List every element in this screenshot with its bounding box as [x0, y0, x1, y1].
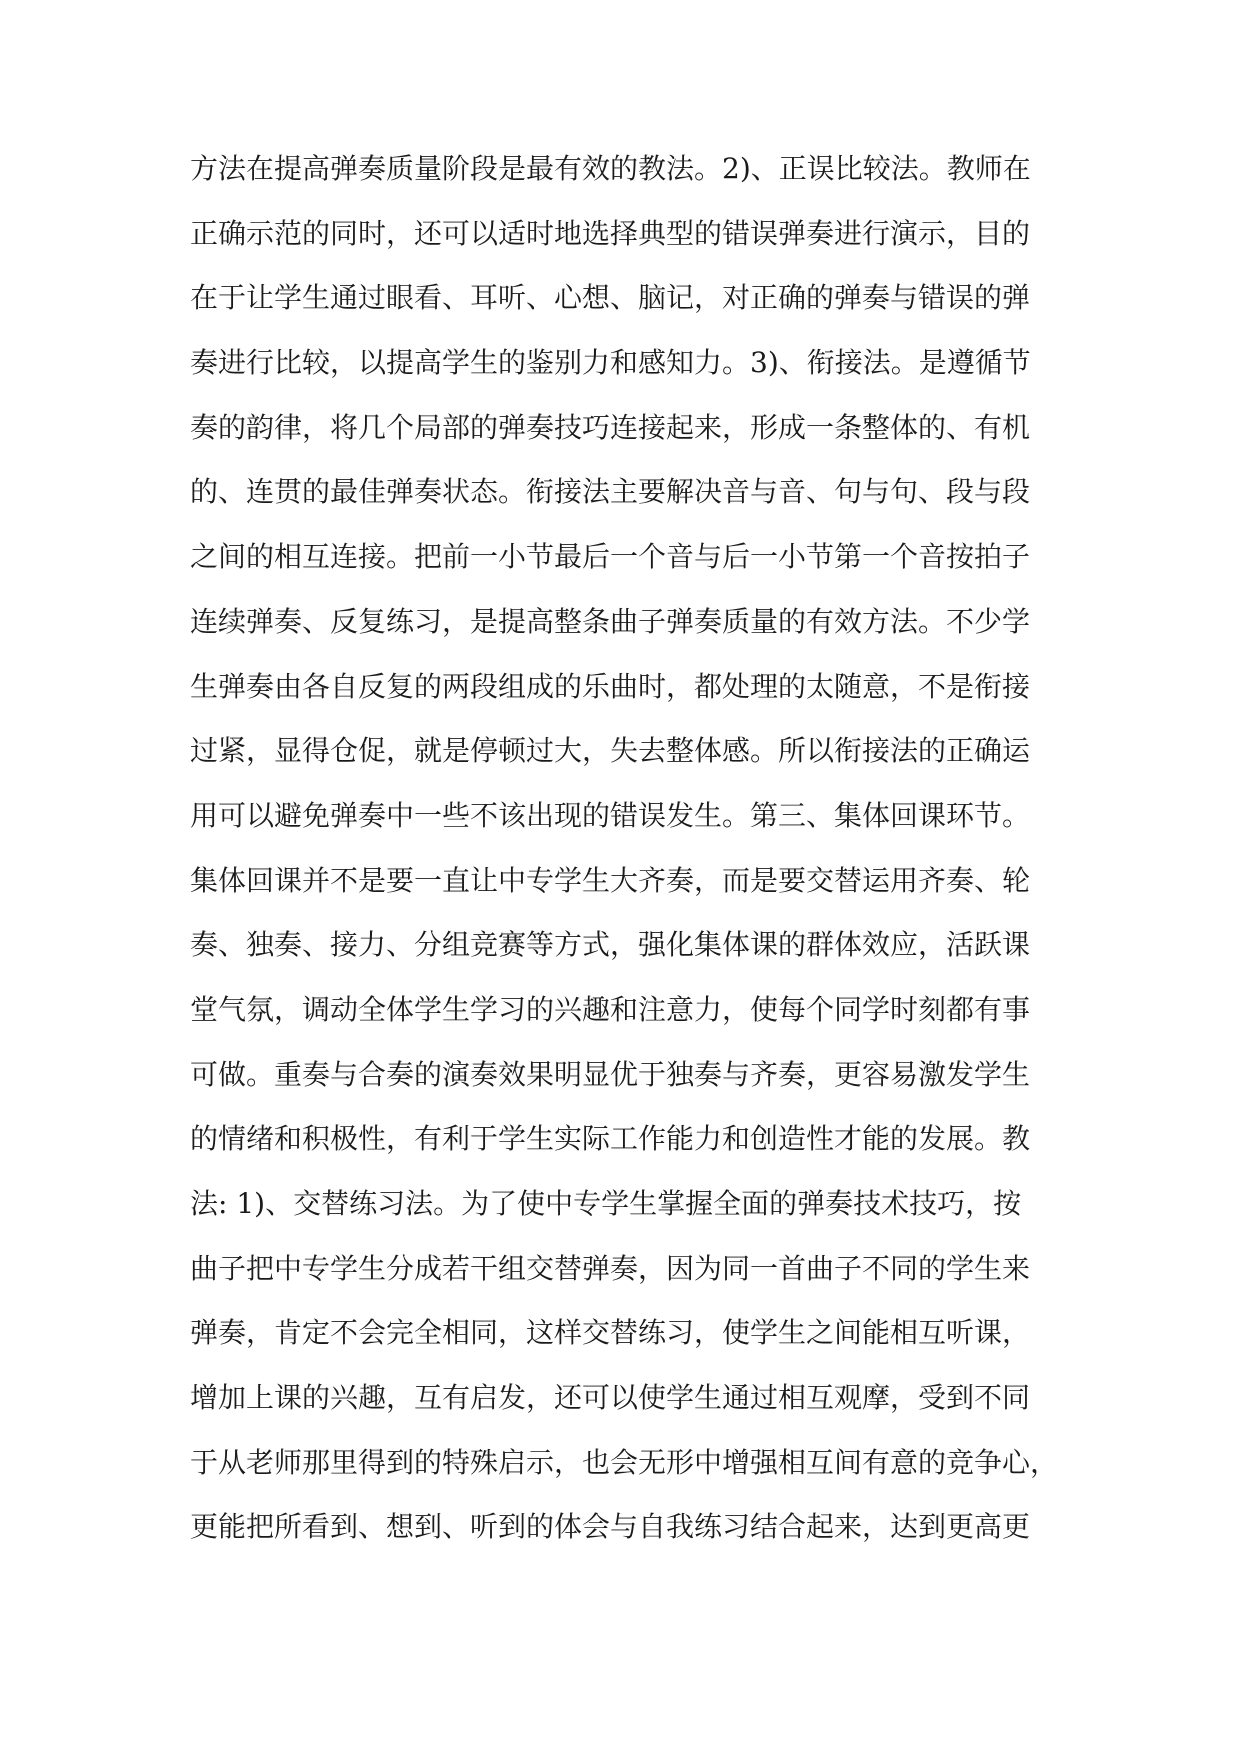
- text-line: 弹奏，肯定不会完全相同，这样交替练习，使学生之间能相互听课，: [190, 1316, 1031, 1350]
- text-line: 曲子把中专学生分成若干组交替弹奏，因为同一首曲子不同的学生来: [190, 1251, 1031, 1285]
- text-line: 增加上课的兴趣，互有启发，还可以使学生通过相互观摩，受到不同: [190, 1381, 1031, 1415]
- text-line: 于从老师那里得到的特殊启示，也会无形中增强相互间有意的竞争心，: [190, 1445, 1059, 1479]
- text-line: 生弹奏由各自反复的两段组成的乐曲时，都处理的太随意，不是衔接: [190, 669, 1031, 703]
- text-line: 奏的韵律，将几个局部的弹奏技巧连接起来，形成一条整体的、有机: [190, 410, 1031, 444]
- text-line: 奏、独奏、接力、分组竞赛等方式，强化集体课的群体效应，活跃课: [190, 928, 1031, 962]
- text-line: 法: 1)、交替练习法。为了使中专学生掌握全面的弹奏技术技巧，按: [190, 1187, 1022, 1220]
- text-line: 过紧，显得仓促，就是停顿过大，失去整体感。所以衔接法的正确运: [190, 734, 1031, 768]
- text-line: 之间的相互连接。把前一小节最后一个音与后一小节第一个音按拍子: [190, 540, 1031, 574]
- text-line: 堂气氛，调动全体学生学习的兴趣和注意力，使每个同学时刻都有事: [190, 992, 1031, 1026]
- body-text: [190, 154, 1070, 1577]
- text-line: 连续弹奏、反复练习，是提高整条曲子弹奏质量的有效方法。不少学: [190, 604, 1031, 638]
- text-line: 可做。重奏与合奏的演奏效果明显优于独奏与齐奏，更容易激发学生: [190, 1057, 1031, 1091]
- text-line: 在于让学生通过眼看、耳听、心想、脑记，对正确的弹奏与错误的弹: [190, 281, 1031, 315]
- text-line: 集体回课并不是要一直让中专学生大齐奏，而是要交替运用齐奏、轮: [190, 863, 1031, 897]
- text-line: 方法在提高弹奏质量阶段是最有效的教法。2)、正误比较法。教师在: [190, 152, 1031, 185]
- text-line: 更能把所看到、想到、听到的体会与自我练习结合起来，达到更高更: [190, 1510, 1031, 1544]
- text-line: 正确示范的同时，还可以适时地选择典型的错误弹奏进行演示，目的: [190, 216, 1031, 250]
- text-line: 奏进行比较，以提高学生的鉴别力和感知力。3)、衔接法。是遵循节: [190, 346, 1031, 380]
- text-line: 用可以避免弹奏中一些不该出现的错误发生。第三、集体回课环节。: [190, 798, 1031, 832]
- text-line: 的、连贯的最佳弹奏状态。衔接法主要解决音与音、句与句、段与段: [190, 475, 1031, 509]
- text-line: 的情绪和积极性，有利于学生实际工作能力和创造性才能的发展。教: [190, 1122, 1031, 1156]
